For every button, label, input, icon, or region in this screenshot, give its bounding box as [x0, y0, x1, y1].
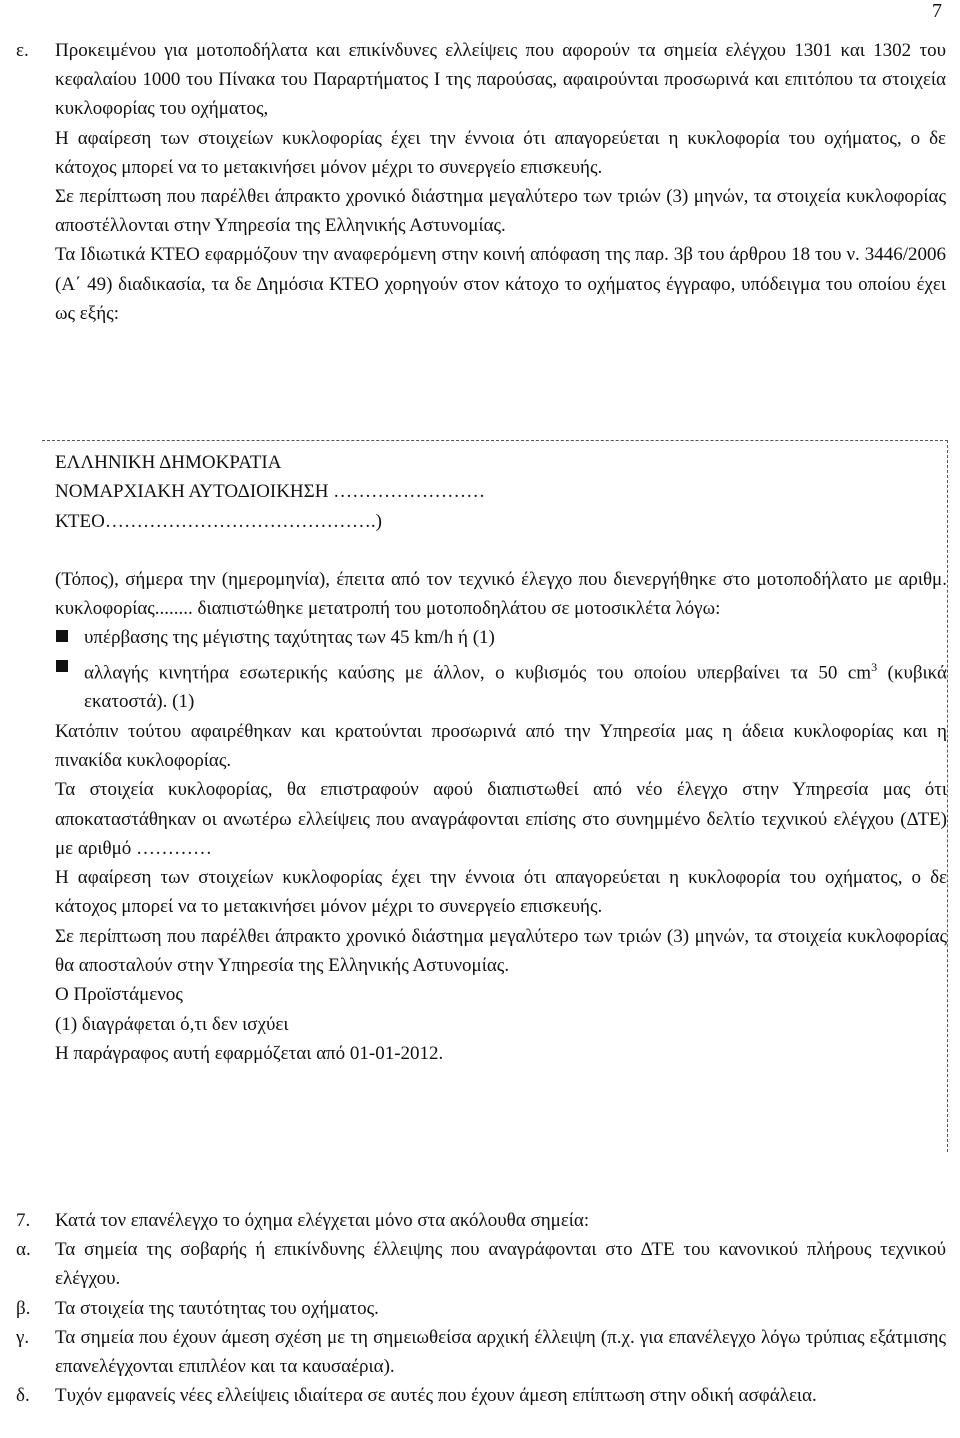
- form-paragraph: Κατόπιν τούτου αφαιρέθηκαν και κρατούνται προσωρινά από την Υπηρεσία μας η άδεια κυκλοφορίας και η πινακίδα κυκλοφορίας.: [55, 720, 947, 771]
- list-text: Τα σημεία της σοβαρής ή επικίνδυνης έλλειψης που αναγράφονται στο ΔΤΕ του κανονικού πλήρους τεχνικού ελέγχου.: [55, 1239, 946, 1290]
- reason-item: [55, 623, 947, 652]
- intro-paragraph: Σε περίπτωση που παρέλθει άπρακτο χρονικό διάστημα μεγαλύτερο των τριών (3) μηνών, τα στοιχεία κυκλοφορίας αποστέλλονται στην Υπηρεσία της Ελληνικής Αστυνομίας.: [55, 186, 946, 237]
- form-header-line: ΕΛΛΗΝΙΚΗ ΔΗΜΟΚΡΑΤΙΑ: [55, 452, 282, 473]
- superscript: 3: [871, 659, 878, 674]
- list-item: [16, 1294, 946, 1323]
- section-marker: ε.: [16, 40, 29, 61]
- effective-date: Η παράγραφος αυτή εφαρμόζεται από 01-01-2012.: [55, 1042, 444, 1064]
- form-header-line: ΝΟΜΑΡΧΙΑΚΗ ΑΥΤΟΔΙΟΙΚΗΣΗ ……………………: [55, 481, 486, 503]
- reason-text: αλλαγής κινητήρα εσωτερικής καύσης με άλλον, ο κυβισμός του οποίου υπερβαίνει τα 50 cm: [84, 662, 872, 684]
- list-marker: 7.: [16, 1210, 31, 1231]
- square-bullet-icon: [56, 630, 68, 642]
- document-template: [55, 448, 947, 1068]
- recheck-list: [16, 1206, 946, 1410]
- list-item: [16, 1235, 946, 1293]
- intro-paragraph: Προκειμένου για μοτοποδήλατα και επικίνδυνες ελλείψεις που αφορούν τα σημεία ελέγχου 1301 και 1302 του κεφαλαίου 1000 του Πίνακα του Παραρτήματος Ι της παρούσας, αφαιρούνται προσωρινά και επιτόπου τα στοιχεία κυκλοφορίας του οχήματος,: [55, 40, 946, 120]
- list-text: Τα στοιχεία της ταυτότητας του οχήματος.: [55, 1297, 379, 1319]
- spacer: [55, 536, 947, 565]
- footnote: (1) διαγράφεται ό,τι δεν ισχύει: [55, 1013, 289, 1035]
- intro-body: [55, 36, 946, 328]
- list-marker: β.: [16, 1297, 31, 1319]
- reason-list: [55, 623, 947, 716]
- list-item: [16, 1381, 946, 1410]
- intro-paragraph: Η αφαίρεση των στοιχείων κυκλοφορίας έχει την έννοια ότι απαγορεύεται η κυκλοφορία του οχήματος, ο δε κάτοχος μπορεί να το μετακινήσει μόνον μέχρι το συνεργείο επισκευής.: [55, 127, 946, 178]
- list-marker: α.: [16, 1239, 31, 1261]
- form-paragraph: Τα στοιχεία κυκλοφορίας, θα επιστραφούν αφού διαπιστωθεί από νέο έλεγχο στην Υπηρεσία μας ότι αποκαταστάθηκαν οι ανωτέρω ελλείψεις που αναγράφονται επίσης στο συνημμένο δελτίο τεχνικού ελέγχου (ΔΤΕ) με αριθμό …………: [55, 779, 947, 859]
- list-text: Τα σημεία που έχουν άμεση σχέση με τη σημειωθείσα αρχική έλλειψη (π.χ. για επανέλεγχο λόγω τρύπιας εξάτμισης επανελέγχονται επιπλέον και τα καυσαέρια).: [55, 1326, 946, 1378]
- signatory: Ο Προϊστάμενος: [55, 984, 183, 1006]
- form-paragraph: Η αφαίρεση των στοιχείων κυκλοφορίας έχει την έννοια ότι απαγορεύεται η κυκλοφορία του οχήματος, ο δε κάτοχος μπορεί να το μετακινήσει μόνον μέχρι το συνεργείο επισκευής.: [55, 867, 947, 918]
- list-text: Τυχόν εμφανείς νέες ελλείψεις ιδιαίτερα σε αυτές που έχουν άμεση επίπτωση στην οδική ασφάλεια.: [55, 1385, 817, 1407]
- page-number: 7: [932, 0, 942, 22]
- list-marker: δ.: [16, 1385, 30, 1407]
- list-text: Κατά τον επανέλεγχο το όχημα ελέγχεται μόνο στα ακόλουθα σημεία:: [55, 1210, 590, 1231]
- reason-text: υπέρβασης της μέγιστης ταχύτητας των 45 km/h ή (1): [84, 627, 495, 649]
- place-date-paragraph: (Τόπος), σήμερα την (ημερομηνία), έπειτα από τον τεχνικό έλεγχο που διενεργήθηκε στο μοτοποδήλατο με αριθμ. κυκλοφορίας........ διαπιστώθηκε μετατροπή του μοτοποδηλάτου σε μοτοσικλέτα λόγω:: [55, 568, 947, 620]
- list-marker: γ.: [16, 1326, 30, 1348]
- form-header-line: ΚΤΕΟ…………………………………….): [55, 510, 382, 532]
- intro-section: [16, 36, 946, 328]
- intro-paragraph: Τα Ιδιωτικά ΚΤΕΟ εφαρμόζουν την αναφερόμενη στην κοινή απόφαση της παρ. 3β του άρθρου 18 του ν. 3446/2006 (Α΄ 49) διαδικασία, τα δε Δημόσια ΚΤΕΟ χορηγούν στον κάτοχο το οχήματος έγγραφο, υπόδειγμα του οποίου έχει ως εξής:: [55, 244, 946, 324]
- list-item: [16, 1323, 946, 1381]
- reason-text: (κυβικά εκατοστά). (1): [84, 662, 947, 713]
- reason-item: [55, 653, 947, 717]
- square-bullet-icon: [56, 660, 68, 672]
- list-item: [16, 1206, 946, 1235]
- form-paragraph: Σε περίπτωση που παρέλθει άπρακτο χρονικό διάστημα μεγαλύτερο των τριών (3) μηνών, τα στοιχεία κυκλοφορίας θα αποσταλούν στην Υπηρεσία της Ελληνικής Αστυνομίας.: [55, 925, 947, 977]
